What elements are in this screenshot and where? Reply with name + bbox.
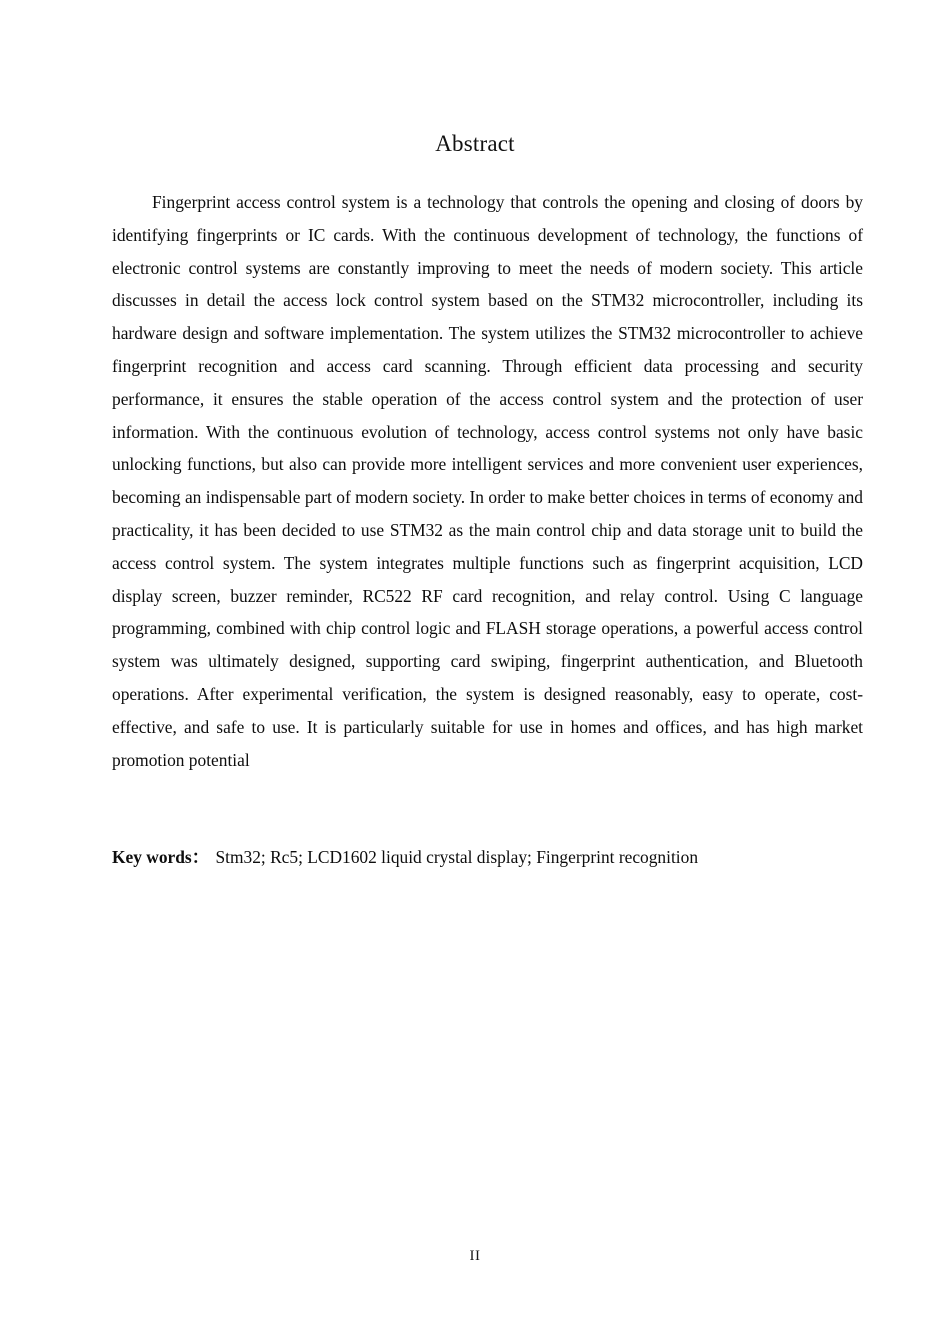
keywords-colon: ： [191,847,210,867]
abstract-paragraph: Fingerprint access control system is a technology that controls the opening and closing of doors by identifying fingerprints or IC cards. With the continuous development of technology, the functions of electronic control systems are constantly improving to meet the needs of modern society. This article discusses in detail the access lock control system based on the STM32 microcontroller, including its hardware design and software implementation. The system utilizes the STM32 microcontroller to achieve fingerprint recognition and access card scanning. Through efficient data processing and security performance, it ensures the stable operation of the access control system and the protection of user information. With the continuous evolution of technology, access control systems not only have basic unlocking functions, but also can provide more intelligent services and more convenient user experiences, becoming an indispensable part of modern society. In order to make better choices in terms of economy and practicality, it has been decided to use STM32 as the main control chip and data storage unit to build the access control system. The system integrates multiple functions such as fingerprint acquisition, LCD display screen, buzzer reminder, RC522 RF card recognition, and relay control. Using C language programming, combined with chip control logic and FLASH storage operations, a powerful access control system was ultimately designed, supporting card swiping, fingerprint authentication, and Bluetooth operations. After experimental verification, the system is designed reasonably, easy to operate, cost-effective, and safe to use. It is particularly suitable for use in homes and offices, and has high market promotion potential [112,192,863,770]
keywords-line [112,842,863,872]
page-number: II [469,1248,481,1264]
page-title: Abstract [435,131,515,157]
keywords-value: Stm32; Rc5; LCD1602 liquid crystal display; Fingerprint recognition [215,847,699,867]
abstract-body [112,186,863,776]
keywords-label: Key words [112,847,192,867]
